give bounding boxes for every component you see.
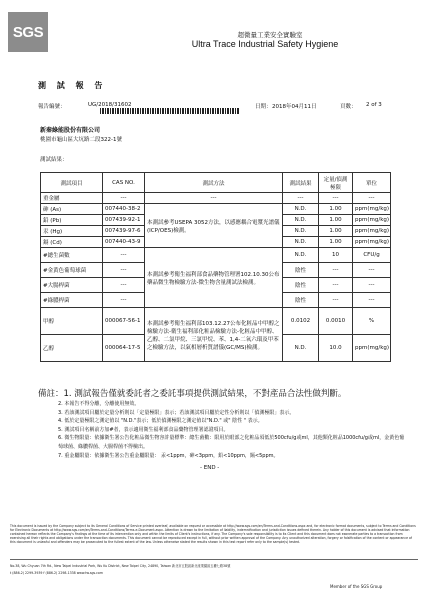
results-table xyxy=(40,172,391,362)
report-title: 測 試 報 告 xyxy=(38,81,107,90)
result-cell: 陰性 xyxy=(283,293,319,308)
sgs-logo: SGS xyxy=(8,12,48,52)
section-heavy-metals: 重金屬 xyxy=(41,193,103,204)
note-item: 3. 若該測試項目屬於定量分析則以「定量極限」表示；若該測試項目屬於定性分析則以「偵測極限」表示。 xyxy=(58,409,295,416)
header-limit: 定量/偵測極限 xyxy=(319,173,353,193)
result-cell: N.D. xyxy=(283,248,319,263)
note-item: 6. 微生物限量：依據衛生署公告化粧品微生物容許量標準：總生菌數：限用於眼部之化粧品須低於500cfu/g或ml，其他類化粧品1000cfu/g或ml，金黃色葡萄球菌、綠膿桿菌、大腸桿菌不得檢出。 xyxy=(58,435,405,450)
date-label: 日期： xyxy=(255,104,272,110)
dash-cell: --- xyxy=(103,193,145,204)
item-cell: 甲醇 xyxy=(41,308,103,335)
cas-cell: 007439-92-1 xyxy=(103,215,145,226)
unit-cell: ppm(mg/kg) xyxy=(353,335,391,362)
footer-contact: t (886-2) 2299-3939 f (886-2) 2298-1338 www.tw.sgs.com xyxy=(10,571,103,575)
cas-cell: 000064-17-5 xyxy=(103,335,145,362)
limit-cell: 10.0 xyxy=(319,335,353,362)
item-cell: 汞 (Hg) xyxy=(41,226,103,237)
results-label: 測試結果： xyxy=(40,157,68,163)
page-count: 2 of 3 xyxy=(366,102,382,108)
header-cas: CAS NO. xyxy=(103,173,145,193)
dash-cell: --- xyxy=(145,193,283,204)
table-row xyxy=(41,308,391,335)
end-marker: - END - xyxy=(200,465,220,471)
cas-cell: 000067-56-1 xyxy=(103,308,145,335)
item-cell: #大腸桿菌 xyxy=(41,278,103,293)
unit-cell: --- xyxy=(353,263,391,278)
unit-cell: CFU/g xyxy=(353,248,391,263)
lab-name-en: Ultra Trace Industrial Safety Hygiene xyxy=(191,39,339,49)
limit-cell: 1.00 xyxy=(319,215,353,226)
limit-cell: 1.00 xyxy=(319,237,353,248)
limit-cell: --- xyxy=(319,278,353,293)
item-cell: #綠膿桿菌 xyxy=(41,293,103,308)
header-item: 測試項目 xyxy=(41,173,103,193)
dash-cell: --- xyxy=(319,193,353,204)
header-result: 測試結果 xyxy=(283,173,319,193)
method-cell: 本測試參考衛生福利部食品藥物管理署102.10.30公布藥品微生物檢驗方法-微生物含量測試法檢測。 xyxy=(145,248,283,308)
unit-cell: ppm(mg/kg) xyxy=(353,204,391,215)
dash-cell: --- xyxy=(283,193,319,204)
note-item: 7. 重金屬限量：依據衛生署公告重金屬限量： 汞<1ppm，砷<3ppm，鉛<10ppm，鎘<5ppm。 xyxy=(58,452,279,459)
cas-cell: --- xyxy=(103,263,145,278)
dash-cell: --- xyxy=(353,193,391,204)
result-cell: N.D. xyxy=(283,335,319,362)
client-name: 新秦綠能股份有限公司 xyxy=(40,127,101,134)
table-row xyxy=(41,248,391,263)
method-cell: 本測試參考衛生福利部103.12.27公布化粧品中甲醇之檢驗方法-衛生福利部化粧品檢驗方法-化粧品中甲醇、乙醇、二氯甲烷、三氯甲烷、苯、1,4-二氧六環及甲苯之檢驗方法，以氣相層析質譜儀(GC/MS)檢測。 xyxy=(145,308,283,362)
header-unit: 單位 xyxy=(353,173,391,193)
footer-divider xyxy=(10,559,418,560)
item-cell: 砷 (As) xyxy=(41,204,103,215)
item-cell: #金黃色葡萄球菌 xyxy=(41,263,103,278)
unit-cell: ppm(mg/kg) xyxy=(353,226,391,237)
result-cell: 0.0102 xyxy=(283,308,319,335)
item-cell: 乙醇 xyxy=(41,335,103,362)
report-number-label: 報告編號： xyxy=(38,104,66,110)
unit-cell: % xyxy=(353,308,391,335)
header-method: 測試方法 xyxy=(145,173,283,193)
result-cell: N.D. xyxy=(283,237,319,248)
report-number: UG/2018/31602 xyxy=(88,102,132,108)
result-cell: N.D. xyxy=(283,215,319,226)
limit-cell: --- xyxy=(319,263,353,278)
lab-name-zh: 超微量工業安全實驗室 xyxy=(237,31,303,39)
legal-disclaimer: This document is issued by the Company subject to its General Conditions of Service printed overleaf, available on request or accessible at http://www.sgs.com/en/Terms-and-Conditions.aspx and, for electronic format documents, subject to Terms and Conditions for Electronic Documents at http://www.sgs.com/en/Terms-and-Conditions/Terms-e-Document.aspx. Attention is drawn to the limitation of liability, indemnification and jurisdiction issues defined therein. Any holder of this document is advised that information contained hereon reflects the Company's findings at the time of its intervention only and within the limits of Client's instructions, if any. The Company's sole responsibility is to its Client and this document does not exonerate parties to a transaction from exercising all their rights and obligations under the transaction documents. This document cannot be reproduced except in full, without prior written approval of the Company. Any unauthorized alteration, forgery or falsification of the content or appearance of this document is unlawful and offenders may be prosecuted to the fullest extent of the law. Unless otherwise stated the results shown in this test report refer only to the sample(s) tested. xyxy=(10,524,416,545)
result-cell: 陰性 xyxy=(283,278,319,293)
item-cell: 鎘 (Cd) xyxy=(41,237,103,248)
cas-cell: --- xyxy=(103,278,145,293)
member-of-sgs: Member of the SGS Group xyxy=(330,584,383,589)
unit-cell: --- xyxy=(353,278,391,293)
table-row xyxy=(41,204,391,215)
footer-address: No.38, Wu Chyuan 7th Rd., New Taipei Industrial Park, Wu Ku District, New Taipei City, 24890, Taiwan 新北市五股區新北產業園區五權七路38號 xyxy=(10,564,231,568)
cas-cell: --- xyxy=(103,248,145,263)
limit-cell: 10 xyxy=(319,248,353,263)
notes-section xyxy=(38,388,408,460)
result-cell: N.D. xyxy=(283,204,319,215)
limit-cell: 1.00 xyxy=(319,226,353,237)
result-cell: N.D. xyxy=(283,226,319,237)
item-cell: 鉛 (Pb) xyxy=(41,215,103,226)
client-address: 桃園市龜山區大坑路二段322-1號 xyxy=(40,137,122,143)
unit-cell: ppm(mg/kg) xyxy=(353,215,391,226)
result-cell: 陰性 xyxy=(283,263,319,278)
note-item: 5. 測試項目名稱前方加#者，表示適用衛生福利部食品藥物管理署認證項目。 xyxy=(58,426,229,433)
notes-label: 備註： xyxy=(38,389,64,399)
report-date: 2018年04月11日 xyxy=(272,104,317,110)
table-row xyxy=(41,193,391,204)
cas-cell: 007440-38-2 xyxy=(103,204,145,215)
limit-cell: --- xyxy=(319,293,353,308)
limit-cell: 1.00 xyxy=(319,204,353,215)
note-item: 2. 本報告不得分離，分離使用無效。 xyxy=(58,401,140,407)
item-cell: #總生菌數 xyxy=(41,248,103,263)
note-item: 4. 低於定量極限之測定值以 "N.D."表示；低於偵測極限之測定值以"N.D." 或" 陰性 " 表示。 xyxy=(58,418,263,425)
table-header-row xyxy=(41,173,391,193)
cas-cell: 007439-97-6 xyxy=(103,226,145,237)
cas-cell: --- xyxy=(103,293,145,308)
cas-cell: 007440-43-9 xyxy=(103,237,145,248)
unit-cell: ppm(mg/kg) xyxy=(353,237,391,248)
barcode xyxy=(100,108,240,114)
page-label: 頁數： xyxy=(340,104,357,110)
limit-cell: 0.0010 xyxy=(319,308,353,335)
unit-cell: --- xyxy=(353,293,391,308)
note-item: 備註：1. 測試報告僅就委託者之委託事項提供測試結果，不對產品合法性做判斷。 xyxy=(38,389,347,399)
method-cell: 本測試參考USEPA 3052方法，以感應耦合電漿光譜儀(ICP/OES)檢測。 xyxy=(145,204,283,248)
